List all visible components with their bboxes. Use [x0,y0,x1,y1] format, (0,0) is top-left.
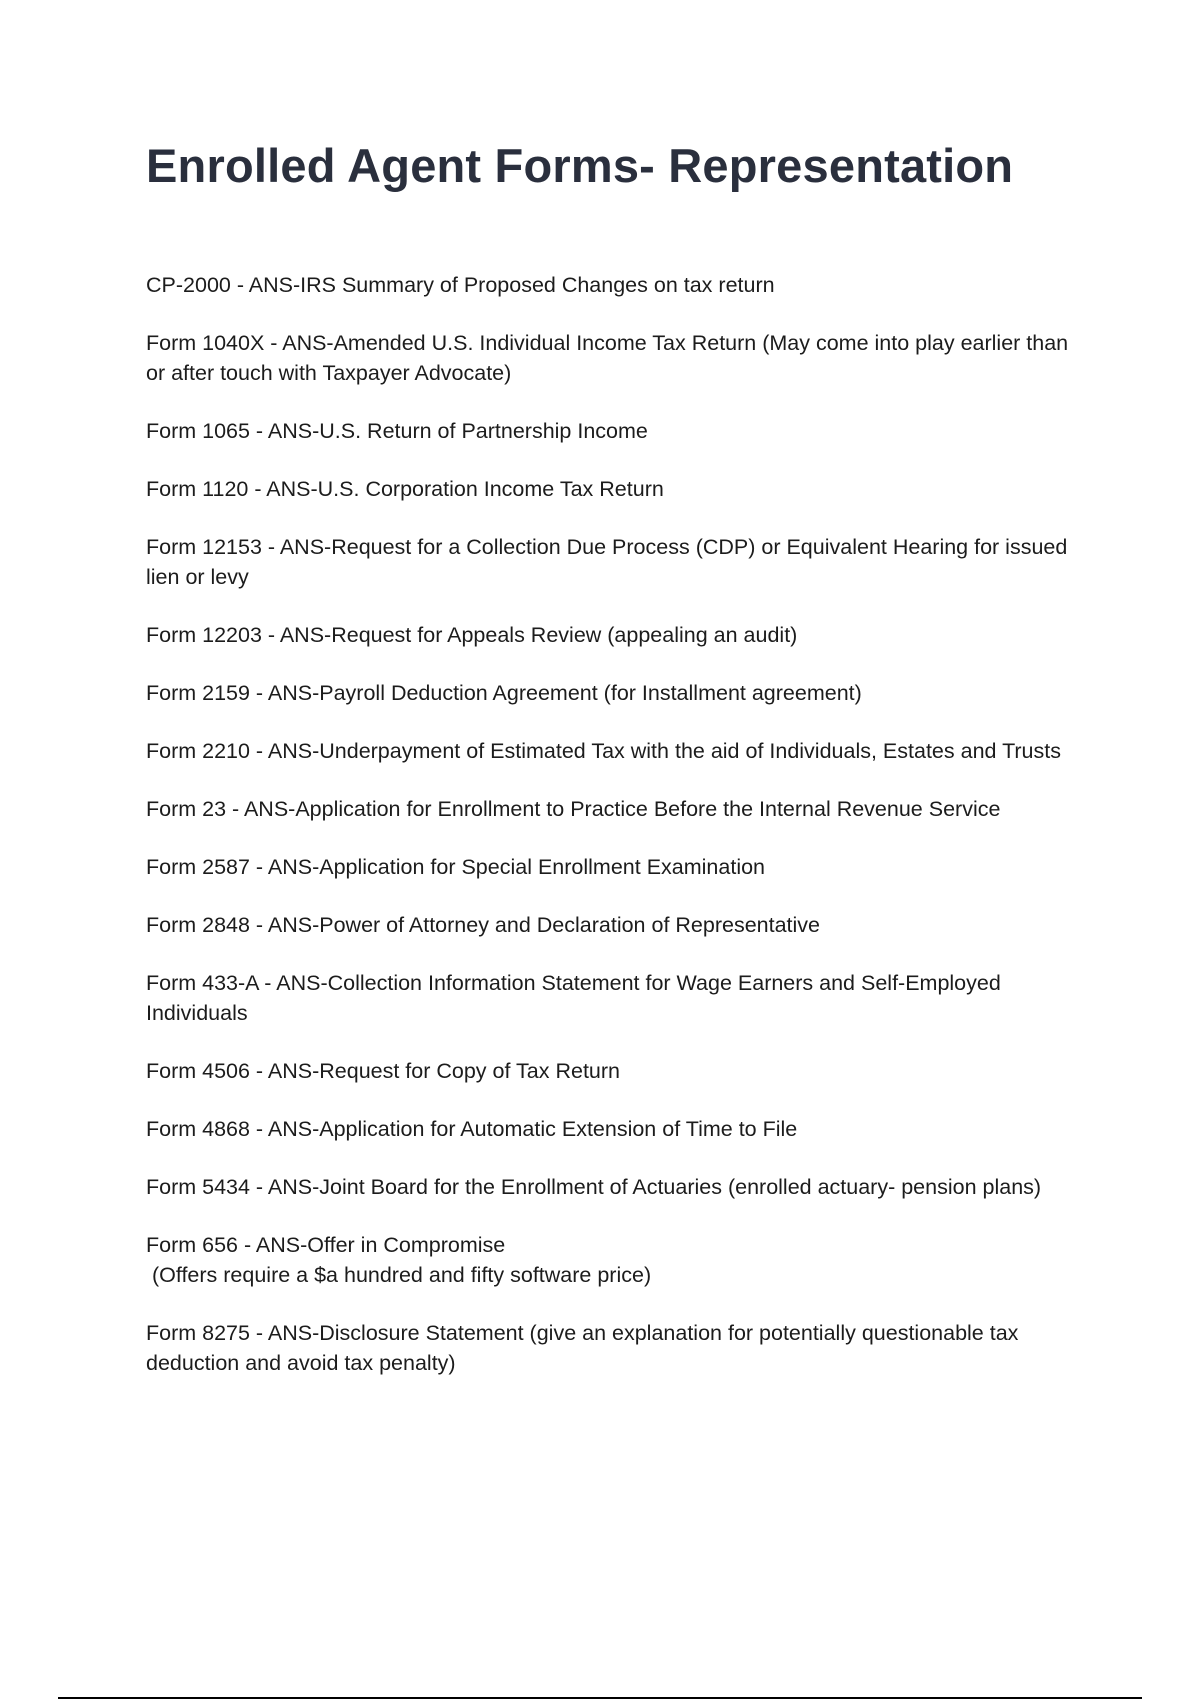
form-entry [146,328,1076,388]
form-entry-text: Form 12153 - ANS-Request for a Collection Due Process (CDP) or Equivalent Hearing for issued lien or levy [146,535,1074,589]
form-entry-text: Form 2159 - ANS-Payroll Deduction Agreement (for Installment agreement) [146,681,862,705]
form-entry-text: Form 12203 - ANS-Request for Appeals Review (appealing an audit) [146,623,798,647]
page-title: Enrolled Agent Forms- Representation [146,139,1014,192]
form-entry [146,1172,1076,1202]
form-entry-text: Form 1040X - ANS-Amended U.S. Individual Income Tax Return (May come into play earlier than or after touch with Taxpayer Advocate) [146,331,1075,385]
form-entry [146,1230,1076,1290]
form-entry [146,678,1076,708]
form-entry [146,852,1076,882]
form-entry [146,794,1076,824]
form-entry-text: Form 2587 - ANS-Application for Special Enrollment Examination [146,855,766,879]
form-entry-text: Form 4868 - ANS-Application for Automatic Extension of Time to File [146,1117,798,1141]
form-entry [146,968,1076,1028]
form-entry-text: Form 4506 - ANS-Request for Copy of Tax Return [146,1059,621,1083]
form-entry [146,416,1076,446]
form-entry [146,532,1076,592]
form-entry [146,474,1076,504]
form-entry-text: CP-2000 - ANS-IRS Summary of Proposed Changes on tax return [146,273,775,297]
form-entry-text: Form 23 - ANS-Application for Enrollment to Practice Before the Internal Revenue Service [146,797,1001,821]
form-entry [146,1056,1076,1086]
footer-divider [58,1697,1142,1699]
form-entry-text: Form 1120 - ANS-U.S. Corporation Income Tax Return [146,477,664,501]
form-entry-text: Form 2848 - ANS-Power of Attorney and Declaration of Representative [146,913,821,937]
form-entry-text: Form 1065 - ANS-U.S. Return of Partnership Income [146,419,648,443]
form-entry [146,1114,1076,1144]
form-entry-text: Form 8275 - ANS-Disclosure Statement (give an explanation for potentially questionable tax deduction and avoid tax penalty) [146,1321,1025,1375]
form-entry-text: Form 433-A - ANS-Collection Information Statement for Wage Earners and Self-Employed Individuals [146,971,1007,1025]
form-entry [146,736,1076,766]
form-entry-text: Form 656 - ANS-Offer in Compromise [146,1233,506,1257]
form-entry-text: Form 5434 - ANS-Joint Board for the Enrollment of Actuaries (enrolled actuary- pension plans) [146,1175,1042,1199]
form-entry-text: (Offers require a $a hundred and fifty software price) [146,1263,652,1287]
form-entry-text: Form 2210 - ANS-Underpayment of Estimated Tax with the aid of Individuals, Estates and Trusts [146,739,1061,763]
form-entry [146,270,1076,300]
form-entry [146,620,1076,650]
form-entry [146,910,1076,940]
form-entry [146,1318,1076,1378]
forms-list [146,270,1076,1406]
